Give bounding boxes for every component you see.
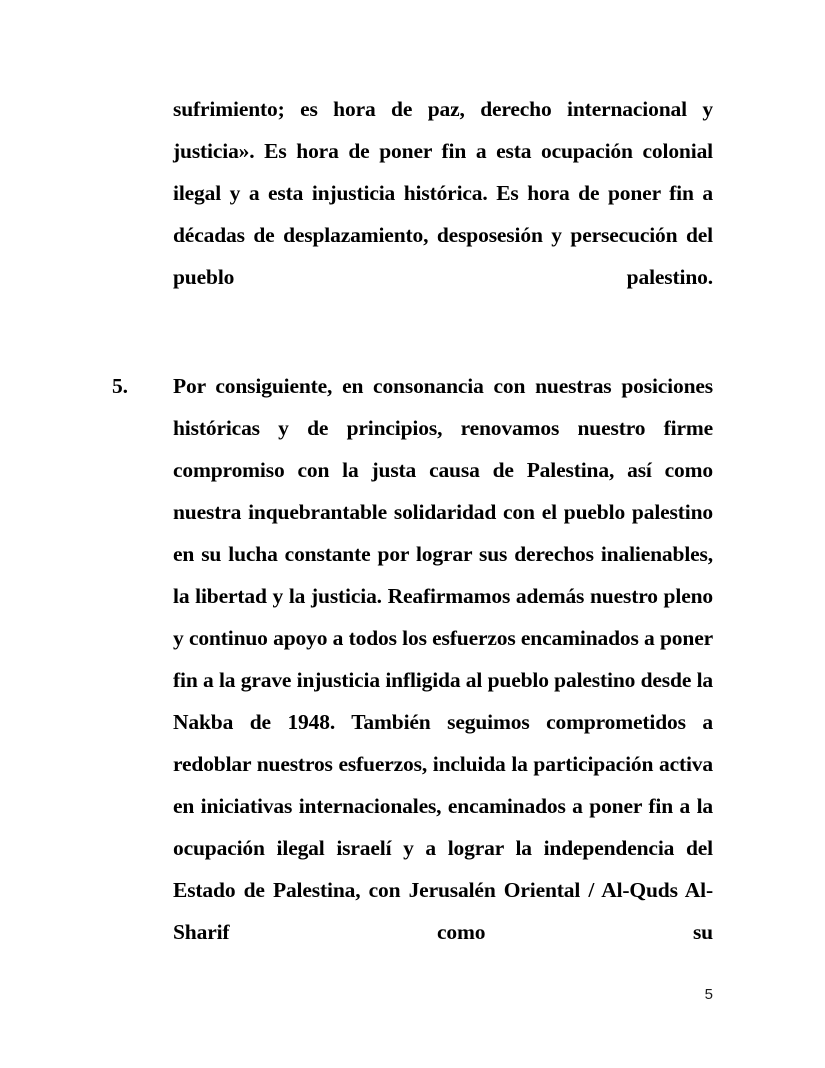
document-body <box>112 88 713 995</box>
page-number: 5 <box>704 986 713 1003</box>
paragraph-5 <box>112 365 713 995</box>
paragraph-number-5: 5. <box>112 374 128 398</box>
paragraph-continuation: sufrimiento; es hora de paz, derecho internacional y justicia». Es hora de poner fin a esta ocupación colonial ilegal y a esta injusticia histórica. Es hora de poner fin a décadas de desplazamiento, desposesión y persecución del pueblo palestino. <box>173 97 713 289</box>
paragraph-5-text: Por consiguiente, en consonancia con nuestras posiciones históricas y de principios, renovamos nuestro firme compromiso con la justa causa de Palestina, así como nuestra inquebrantable solidaridad con el pueblo palestino en su lucha constante por lograr sus derechos inalienables, la libertad y la justicia. Reafirmamos además nuestro pleno y continuo apoyo a todos los esfuerzos encaminados a poner fin a la grave injusticia infligida al pueblo palestino desde la Nakba de 1948. También seguimos comprometidos a redoblar nuestros esfuerzos, incluida la participación activa en iniciativas internacionales, encaminados a poner fin a la ocupación ilegal israelí y a lograr la independencia del Estado de Palestina, con Jerusalén Oriental / Al-Quds Al-Sharif como su <box>173 374 713 944</box>
